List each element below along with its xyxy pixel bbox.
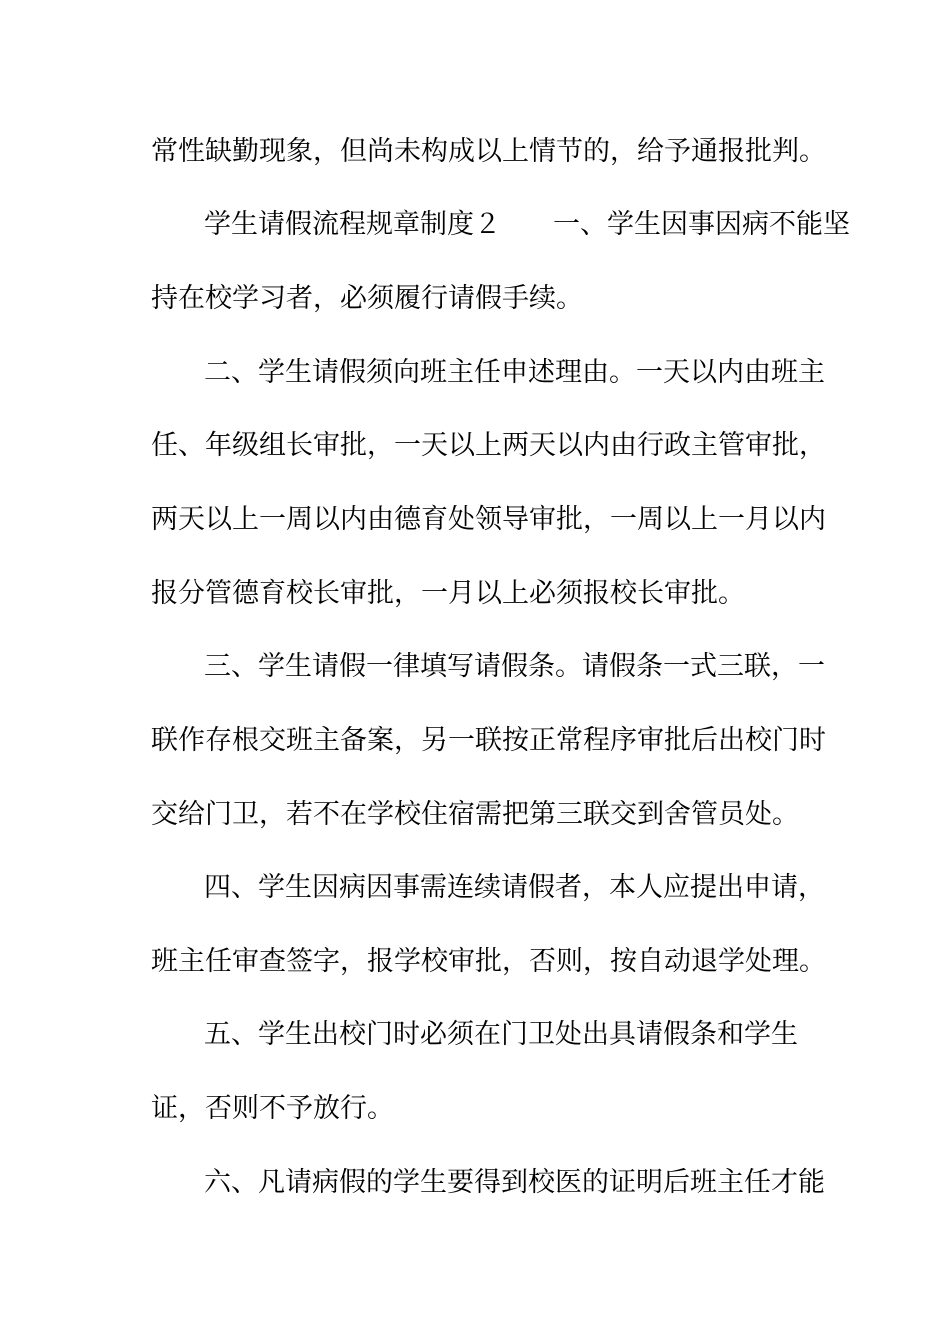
- paragraph-line: 报分管德育校长审批，一月以上必须报校长审批。: [151, 578, 745, 609]
- paragraph-line: 六、凡请病假的学生要得到校医的证明后班主任才能: [204, 1167, 825, 1198]
- paragraph-line: 联作存根交班主备案，另一联按正常程序审批后出校门时: [151, 725, 826, 756]
- paragraph-line: 证，否则不予放行。: [151, 1093, 394, 1124]
- paragraph-line: 二、学生请假须向班主任申述理由。一天以内由班主: [204, 357, 825, 388]
- section-heading-line: [204, 205, 850, 245]
- section-title: 学生请假流程规章制度２: [204, 209, 501, 240]
- paragraph-line: 班主任审查签字，报学校审批，否则，按自动退学处理。: [151, 946, 826, 977]
- paragraph-line: 四、学生因病因事需连续请假者，本人应提出申请，: [204, 872, 825, 903]
- paragraph-line: 持在校学习者，必须履行请假手续。: [151, 283, 583, 314]
- paragraph-line: 五、学生出校门时必须在门卫处出具请假条和学生: [204, 1019, 798, 1050]
- paragraph-line: 任、年级组长审批，一天以上两天以内由行政主管审批，: [151, 430, 826, 461]
- paragraph-line: 交给门卫，若不在学校住宿需把第三联交到舍管员处。: [151, 799, 799, 830]
- paragraph-line: 三、学生请假一律填写请假条。请假条一式三联，一: [204, 651, 825, 682]
- paragraph-line: 常性缺勤现象，但尚未构成以上情节的，给予通报批判。: [151, 136, 826, 167]
- paragraph-text: 一、学生因事因病不能坚: [553, 209, 850, 240]
- paragraph-line: 两天以上一周以内由德育处领导审批，一周以上一月以内: [151, 504, 826, 535]
